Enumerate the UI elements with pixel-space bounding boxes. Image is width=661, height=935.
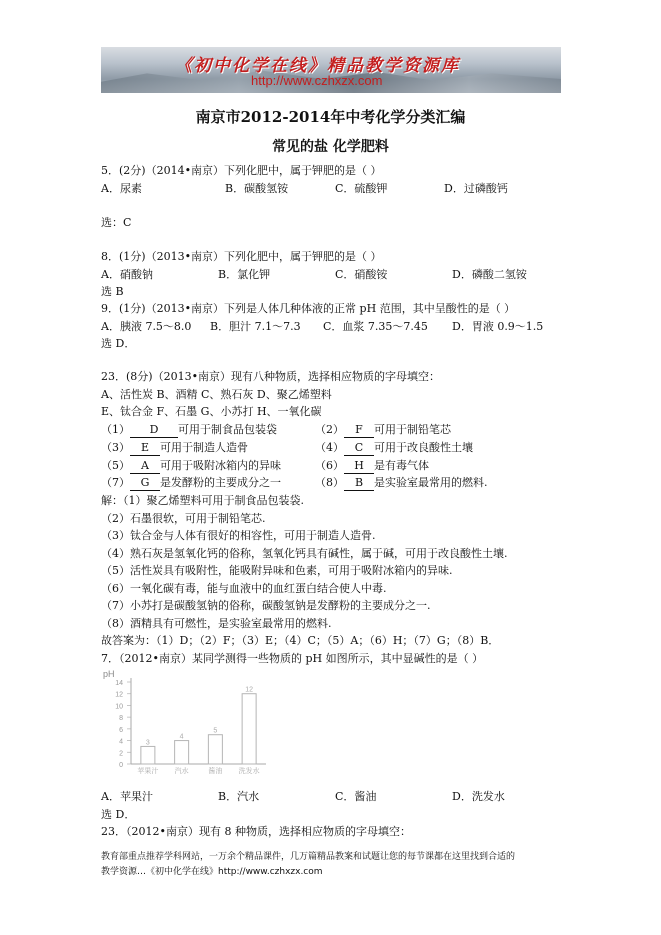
chart-ytick-label: 10	[115, 703, 123, 711]
chart-ytick-label: 4	[119, 738, 123, 746]
q5-option-d: D．过磷酸钙	[444, 182, 508, 195]
q23-explain-7: （7）小苏打是碳酸氢钠的俗称，碳酸氢钠是发酵粉的主要成分之一.	[101, 599, 431, 612]
q7-answer: 选 D．	[101, 808, 136, 821]
chart-data-label: 5	[213, 727, 218, 735]
q23-stem: 23．(8分)（2013•南京）现有八种物质，选择相应物质的字母填空：	[101, 370, 441, 383]
q7-option-d: D．洗发水	[452, 790, 505, 803]
q23-explain-8: （8）酒精具有可燃性，是实验室最常用的燃料.	[101, 617, 332, 630]
q23-blank-2: （2） F 可用于制铅笔芯	[315, 423, 451, 436]
q8-option-a: A．硝酸钠	[101, 268, 153, 281]
q7-option-b: B．汽水	[218, 790, 260, 803]
q5-stem: 5．(2分)（2014•南京）下列化肥中，属于钾肥的是（ ）	[101, 164, 382, 177]
chart-category-label: 汽水	[174, 767, 189, 775]
q23-blank-5: （5） A 可用于吸附冰箱内的异味	[101, 459, 281, 472]
q7-stem: 7．（2012•南京）某同学测得一些物质的 pH 如图所示，其中显碱性的是（ ）	[101, 652, 484, 665]
chart-ytick-label: 2	[119, 750, 123, 758]
chart-bar	[242, 694, 256, 764]
banner-title: 《初中化学在线》精品教学资源库	[175, 56, 460, 76]
q9-option-b: B．胆汁 7.1～7.3	[210, 320, 301, 333]
footer-line-1: 教育部重点推荐学科网站，一万余个精品课件，几万篇精品教案和试题让您的每节课都在这里找到合适的	[101, 852, 516, 862]
q9-stem: 9．(1分)（2013•南京）下列是人体几种体液的正常 pH 范围，其中呈酸性的是（ ）	[101, 302, 516, 315]
q5-option-b: B．碳酸氢铵	[225, 182, 289, 195]
q23-blank-3: （3） E 可用于制造人造骨	[101, 441, 248, 454]
q23-blank-8: （8） B 是实验室最常用的燃料.	[315, 476, 488, 489]
q23-final-answer: 故答案为：（1）D；（2）F；（3）E；（4）C；（5）A；（6）H；（7）G；（8）B．	[101, 634, 500, 647]
ph-bar-chart	[101, 668, 273, 778]
banner-url[interactable]: http://www.czhxzx.com	[251, 73, 383, 88]
chart-data-label: 12	[245, 686, 254, 694]
chart-ytick-label: 14	[115, 680, 123, 687]
q23-list-1: A、活性炭 B、酒精 C、熟石灰 D、聚乙烯塑料	[101, 388, 332, 401]
chart-bar	[175, 741, 189, 764]
chart-ytick-label: 12	[115, 691, 123, 699]
q5-answer: 选：C	[101, 216, 132, 229]
q8-option-b: B．氯化钾	[218, 268, 271, 281]
document-title: 南京市2012-2014年中考化学分类汇编	[195, 108, 466, 126]
footer-line-2[interactable]: 教学资源…《初中化学在线》http://www.czhxzx.com	[101, 867, 323, 877]
q23-explain-1: 解：（1）聚乙烯塑料可用于制食品包装袋.	[101, 494, 304, 507]
header-banner	[101, 47, 561, 93]
q23-list-2: E、钛合金 F、石墨 G、小苏打 H、一氧化碳	[101, 405, 322, 418]
q7-option-a: A．苹果汁	[101, 790, 153, 803]
q9-option-d: D．胃液 0.9～1.5	[452, 320, 544, 333]
q8-answer: 选 B	[101, 285, 124, 298]
q23-explain-2: （2）石墨很软，可用于制铅笔芯.	[101, 512, 266, 525]
page-footer	[101, 850, 571, 880]
q23-blank-6: （6） H 是有毒气体	[315, 459, 429, 472]
chart-bar	[141, 746, 155, 764]
chart-bar	[208, 735, 222, 764]
q8-stem: 8．(1分)（2013•南京）下列化肥中，属于钾肥的是（ ）	[101, 250, 382, 263]
chart-ylabel: pH	[103, 669, 115, 679]
chart-ytick-label: 0	[119, 762, 123, 769]
q5-option-a: A．尿素	[101, 182, 142, 195]
q23-blank-1: （1） D 可用于制食品包装袋	[101, 423, 277, 436]
q23-explain-5: （5）活性炭具有吸附性，能吸附异味和色素，可用于吸附冰箱内的异味.	[101, 564, 453, 577]
q7-option-c: C．酱油	[335, 790, 377, 803]
q23-blank-7: （7） G 是发酵粉的主要成分之一	[101, 476, 281, 489]
chart-data-label: 4	[179, 733, 184, 741]
q9-option-c: C．血浆 7.35～7.45	[323, 320, 428, 333]
chart-category-label: 苹果汁	[137, 767, 159, 775]
q5-option-c: C．硫酸钾	[335, 182, 388, 195]
q23-explain-3: （3）钛合金与人体有很好的相容性，可用于制造人造骨.	[101, 529, 376, 542]
q23-explain-6: （6）一氧化碳有毒，能与血液中的血红蛋白结合使人中毒.	[101, 582, 387, 595]
q9-answer: 选 D．	[101, 337, 136, 350]
q8-option-d: D．磷酸二氢铵	[452, 268, 527, 281]
chart-category-label: 洗发水	[238, 767, 260, 775]
q23-blank-4: （4） C 可用于改良酸性土壤	[315, 441, 473, 454]
q23b-stem: 23．（2012•南京）现有 8 种物质，选择相应物质的字母填空：	[101, 825, 411, 838]
chart-ytick-label: 6	[119, 726, 123, 734]
document-subtitle: 常见的盐 化学肥料	[272, 139, 389, 155]
q8-option-c: C．硝酸铵	[335, 268, 388, 281]
chart-ytick-label: 8	[119, 715, 123, 723]
chart-category-label: 酱油	[208, 767, 223, 775]
q9-option-a: A．胰液 7.5～8.0	[101, 320, 192, 333]
chart-data-label: 3	[145, 739, 150, 747]
q23-explain-4: （4）熟石灰是氢氧化钙的俗称，氢氧化钙具有碱性，属于碱，可用于改良酸性土壤.	[101, 547, 508, 560]
